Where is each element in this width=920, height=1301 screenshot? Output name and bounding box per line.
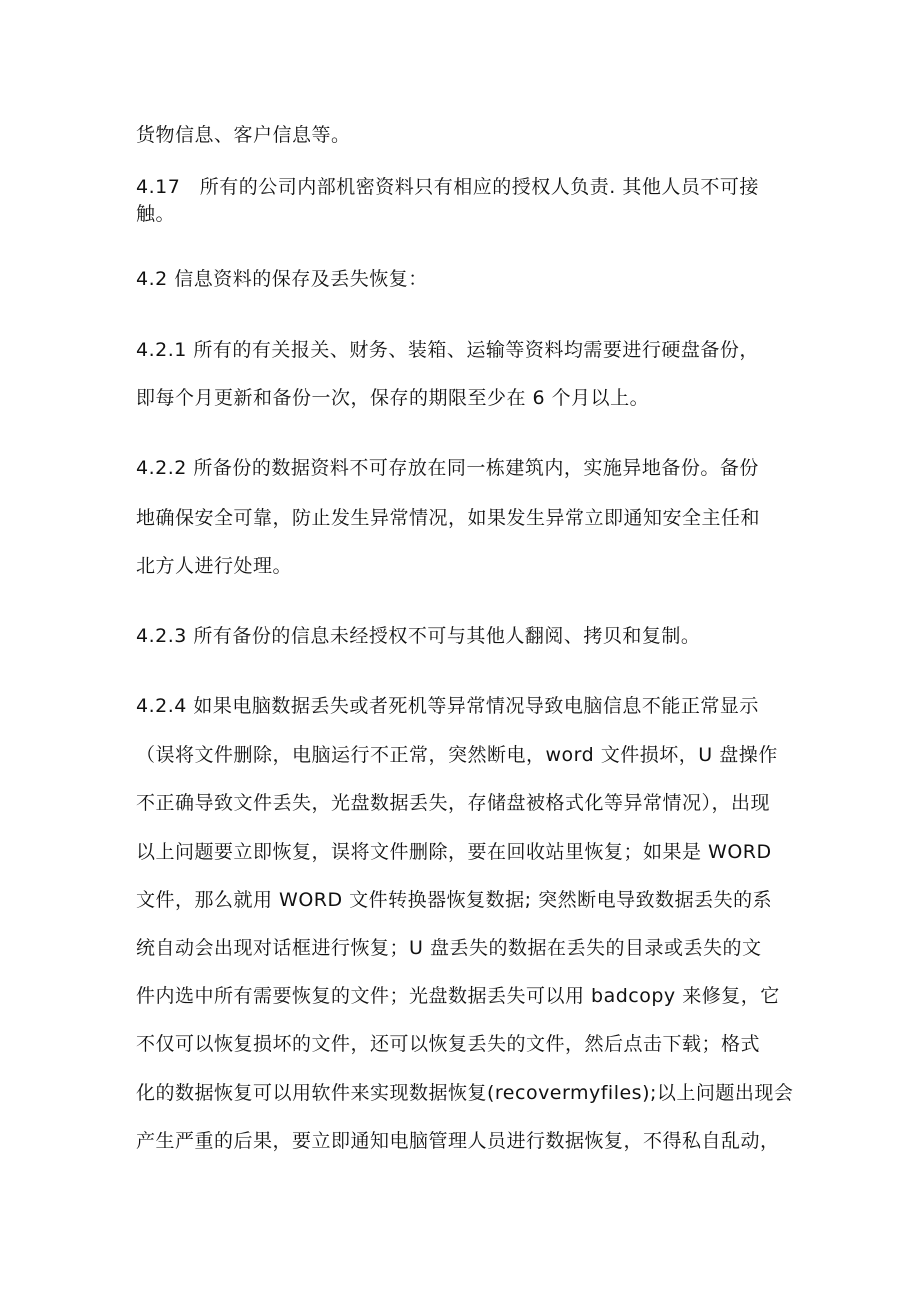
text-line: 产生严重的后果，要立即通知电脑管理人员进行数据恢复，不得私自乱动， [136, 1130, 780, 1152]
text-line: 4.2.4 如果电脑数据丢失或者死机等异常情况导致电脑信息不能正常显示 [136, 695, 759, 717]
text-line: 北方人进行处理。 [136, 555, 293, 577]
text-line: 4.17 所有的公司内部机密资料只有相应的授权人负责. 其他人员不可接 [136, 176, 759, 198]
section-heading: 4.2 信息资料的保存及丢失恢复： [136, 268, 428, 290]
text-line: 4.2.1 所有的有关报关、财务、装箱、运输等资料均需要进行硬盘备份， [136, 339, 759, 361]
text-line: 地确保安全可靠，防止发生异常情况，如果发生异常立即通知安全主任和 [136, 507, 761, 529]
text-line: 不仅可以恢复损坏的文件，还可以恢复丢失的文件，然后点击下载；格式 [136, 1033, 761, 1055]
text-line: 件内选中所有需要恢复的文件；光盘数据丢失可以用 badcopy 来修复，它 [136, 985, 780, 1007]
text-line: 4.2.2 所备份的数据资料不可存放在同一栋建筑内，实施异地备份。备份 [136, 457, 759, 479]
text-line: 货物信息、客户信息等。 [136, 124, 351, 146]
text-line: 4.2.3 所有备份的信息未经授权不可与其他人翻阅、拷贝和复制。 [136, 625, 701, 647]
text-line: （误将文件删除，电脑运行不正常，突然断电，word 文件损坏，U 盘操作 [136, 744, 778, 766]
text-line: 文件，那么就用 WORD 文件转换器恢复数据; 突然断电导致数据丢失的系 [136, 889, 773, 911]
text-line: 不正确导致文件丢失，光盘数据丢失，存储盘被格式化等异常情况），出现 [136, 792, 771, 814]
text-line: 化的数据恢复可以用软件来实现数据恢复(recovermyfiles);以上问题出现会 [136, 1082, 794, 1104]
text-line: 统自动会出现对话框进行恢复；U 盘丢失的数据在丢失的目录或丢失的文 [136, 937, 762, 959]
text-line: 触。 [136, 203, 176, 225]
text-line: 以上问题要立即恢复，误将文件删除，要在回收站里恢复；如果是 WORD [136, 841, 772, 863]
text-line: 即每个月更新和备份一次，保存的期限至少在 6 个月以上。 [136, 387, 650, 409]
